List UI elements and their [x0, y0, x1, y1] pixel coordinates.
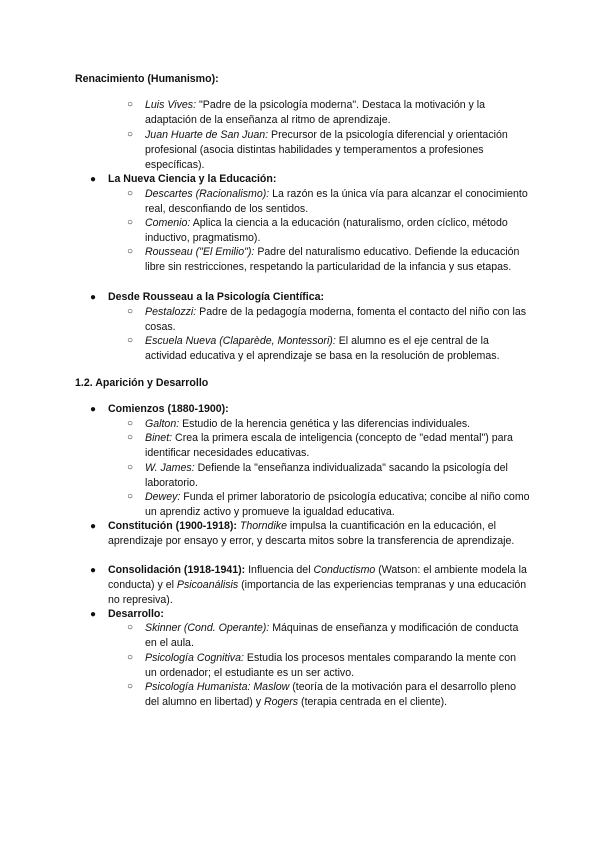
- item-text: Estudio de la herencia genética y las diferencias individuales.: [179, 418, 471, 430]
- item-text: Defiende la "enseñanza individualizada" sacando la psicología del laboratorio.: [145, 462, 508, 489]
- item-name: Psicología Humanista:: [145, 681, 251, 693]
- list-item-pestalozzi: [127, 305, 530, 335]
- item-text: (terapia centrada en el cliente).: [298, 696, 448, 708]
- item-text: Máquinas de enseñanza y modificación de conducta en el aula.: [145, 622, 519, 649]
- item-term-conductismo: Conductismo: [313, 564, 376, 576]
- hollow-bullet-icon: ○: [127, 491, 134, 502]
- hollow-bullet-icon: ○: [127, 462, 134, 473]
- item-name: W. James:: [145, 462, 195, 474]
- item-text: (teoría de la motivación para el desarrollo pleno del alumno en libertad) y: [145, 681, 516, 708]
- item-title: Consolidación (1918-1941):: [108, 564, 246, 576]
- hollow-bullet-icon: ○: [127, 335, 134, 346]
- item-text: El alumno es el eje central de la actividad educativa y el aprendizaje se basa en la resolución de problemas.: [145, 335, 500, 362]
- list-item-consolidacion: [90, 563, 528, 608]
- list-item-rousseau: [127, 245, 530, 275]
- item-name: Luis Vives:: [145, 99, 197, 111]
- item-name: Rousseau ("El Emilio"):: [145, 246, 255, 258]
- filled-bullet-icon: ●: [90, 404, 97, 415]
- list-item-w-james: [127, 461, 530, 491]
- list-item-comenio: [127, 216, 530, 246]
- hollow-bullet-icon: ○: [127, 418, 134, 429]
- list-item-skinner: [127, 621, 530, 651]
- item-name: Descartes (Racionalismo):: [145, 188, 270, 200]
- item-text: Funda el primer laboratorio de psicología educativa; concibe al niño como un aprendiz activo y promueve la igualdad educativa.: [145, 491, 530, 518]
- list-heading-rousseau-psicologia: [90, 290, 528, 305]
- list-item-descartes: [127, 187, 530, 217]
- item-name: Skinner (Cond. Operante):: [145, 622, 270, 634]
- hollow-bullet-icon: ○: [127, 246, 134, 257]
- list-item-galton: [127, 417, 530, 432]
- item-name: Juan Huarte de San Juan:: [145, 129, 269, 141]
- list-item-escuela-nueva: [127, 334, 530, 364]
- hollow-bullet-icon: ○: [127, 622, 134, 633]
- hollow-bullet-icon: ○: [127, 306, 134, 317]
- filled-bullet-icon: ●: [90, 174, 97, 185]
- item-title: Desarrollo:: [108, 608, 164, 620]
- hollow-bullet-icon: ○: [127, 129, 134, 140]
- item-text: Padre de la pedagogía moderna, fomenta el contacto del niño con las cosas.: [145, 306, 527, 333]
- item-title: Comienzos (1880-1900):: [108, 403, 229, 415]
- hollow-bullet-icon: ○: [127, 217, 134, 228]
- item-title: Constitución (1900-1918):: [108, 520, 237, 532]
- item-term-psicoanalisis: Psicoanálisis: [176, 579, 239, 591]
- item-title: La Nueva Ciencia y la Educación:: [108, 173, 277, 185]
- hollow-bullet-icon: ○: [127, 652, 134, 663]
- hollow-bullet-icon: ○: [127, 681, 134, 692]
- item-text: (importancia de las experiencias tempranas y una educación no represiva).: [108, 579, 527, 606]
- hollow-bullet-icon: ○: [127, 432, 134, 443]
- list-item-constitucion: [90, 519, 528, 549]
- item-name: Galton:: [145, 418, 180, 430]
- item-name-rogers: Rogers: [263, 696, 299, 708]
- item-text: "Padre de la psicología moderna". Destaca la motivación y la adaptación de la enseñanza al ritmo de aprendizaje.: [145, 99, 486, 126]
- item-text: (Watson: el ambiente modela la conducta) y el: [108, 564, 527, 591]
- filled-bullet-icon: ●: [90, 609, 97, 620]
- list-heading-desarrollo: [90, 607, 528, 622]
- item-name: Pestalozzi:: [145, 306, 197, 318]
- item-text: La razón es la única vía para alcanzar el conocimiento real, desconfiando de los sentidos.: [145, 188, 528, 215]
- item-text: Crea la primera escala de inteligencia (concepto de "edad mental") para identificar necesidades educativas.: [145, 432, 513, 459]
- item-name: Dewey:: [145, 491, 181, 503]
- section-heading-aparicion: 1.2. Aparición y Desarrollo: [75, 377, 209, 389]
- list-item-psicologia-humanista: [127, 680, 530, 710]
- item-text: Aplica la ciencia a la educación (naturalismo, orden cíclico, método inductivo, pragmatismo).: [145, 217, 508, 244]
- item-text: Influencia del: [245, 564, 314, 576]
- list-item-binet: [127, 431, 530, 461]
- item-title: Desde Rousseau a la Psicología Científica:: [108, 291, 325, 303]
- hollow-bullet-icon: ○: [127, 188, 134, 199]
- list-heading-comienzos: [90, 402, 528, 417]
- list-item-psicologia-cognitiva: [127, 651, 530, 681]
- filled-bullet-icon: ●: [90, 565, 97, 576]
- filled-bullet-icon: ●: [90, 521, 97, 532]
- list-item-huarte: [127, 128, 530, 173]
- section-heading-renacimiento: Renacimiento (Humanismo):: [75, 73, 219, 85]
- filled-bullet-icon: ●: [90, 292, 97, 303]
- item-name: Comenio:: [145, 217, 191, 229]
- item-name: Thorndike: [239, 520, 287, 532]
- item-text: impulsa la cuantificación en la educación, el aprendizaje por ensayo y error, y descarta mitos sobre la transferencia de aprendizaje.: [108, 520, 515, 547]
- item-name: Psicología Cognitiva:: [145, 652, 244, 664]
- item-text: Precursor de la psicología diferencial y orientación profesional (asocia distintas habilidades y temperamentos a profesiones específicas).: [145, 129, 508, 171]
- item-name: Binet:: [145, 432, 173, 444]
- item-name: Escuela Nueva (Claparède, Montessori):: [145, 335, 336, 347]
- hollow-bullet-icon: ○: [127, 99, 134, 110]
- list-item-luis-vives: [127, 98, 530, 128]
- list-heading-nueva-ciencia: [90, 172, 528, 187]
- item-name-maslow: Maslow: [253, 681, 290, 693]
- list-item-dewey: [127, 490, 530, 520]
- item-text: Padre del naturalismo educativo. Defiende la educación libre sin restricciones, respetando la particularidad de la infancia y sus etapas.: [145, 246, 520, 273]
- item-text: Estudia los procesos mentales comparando la mente con un ordenador; el estudiante es un ser activo.: [145, 652, 516, 679]
